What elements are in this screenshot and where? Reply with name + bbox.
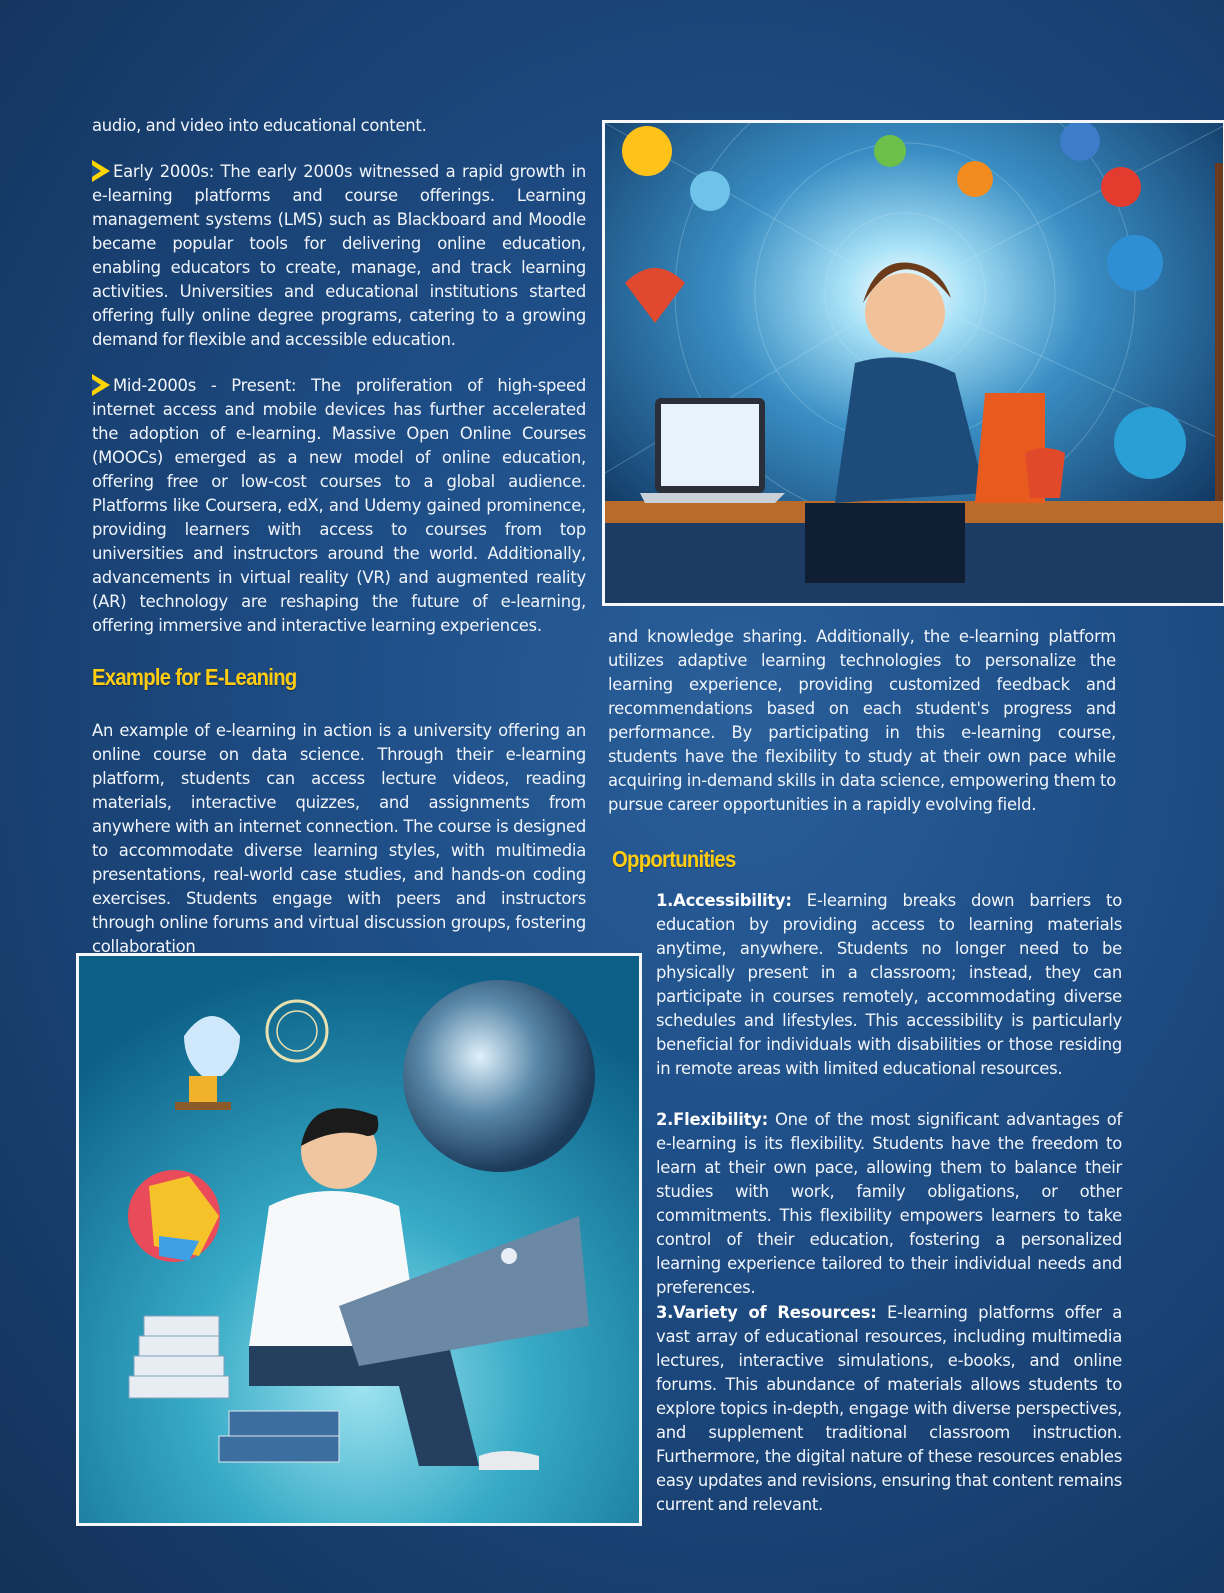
early-2000s-text: Early 2000s: The early 2000s witnessed a rapid growth in e-learning platforms and course offerings. Learning management systems (LMS) such as Blackboard and Moodle became popular tools for delivering online education, enabling educators to create, manage, and track learning activities. Universities and educational institutions started offering fully online degree programs, catering to a growing demand for flexible and accessible education. [92,162,586,349]
boy-studying-svg [605,123,1224,606]
opportunities-heading: Opportunities [612,846,736,872]
opportunity-item-accessibility [656,889,1122,1081]
student-laptop-illustration [76,953,642,1526]
opportunity-text: One of the most significant advantages of e-learning is its flexibility. Students have the freedom to learn at their own pace, allowing them to balance their studies with work, family obligations, or other commitments. This flexibility empowers learners to take control of their education, fostering a personalized learning experience tailored to their individual needs and preferences. [656,1110,1122,1297]
opportunity-text: E-learning breaks down barriers to education by providing access to learning materials anytime, anywhere. Students no longer need to be physically present in a classroom; instead, they can participate in courses remotely, accommodating diverse schedules and lifestyles. This accessibility is particularly beneficial for individuals with disabilities or those residing in remote areas with limited educational resources. [656,891,1122,1078]
boy-studying-illustration [602,120,1224,606]
example-continued-paragraph: and knowledge sharing. Additionally, the e-learning platform utilizes adaptive learning technologies to personalize the learning experience, providing customized feedback and recommendations based on each student's progress and performance. By participating in this e-learning course, students have the flexibility to study at their own pace while acquiring in-demand skills in data science, empowering them to pursue career opportunities in a rapidly evolving field. [608,627,1116,814]
opportunity-lead: 1.Accessibility: [656,891,792,910]
chevron-bullet-icon [92,160,110,182]
opportunity-lead: 3.Variety of Resources: [656,1303,877,1322]
opportunity-item-resources [656,1301,1122,1517]
chevron-bullet-icon [92,374,110,396]
mid-2000s-text: Mid-2000s - Present: The proliferation of high-speed internet access and mobile devices has further accelerated the adoption of e-learning. Massive Open Online Courses (MOOCs) emerged as a new model of online education, offering free or low-cost courses to a global audience. Platforms like Coursera, edX, and Udemy gained prominence, providing learners with access to courses from top universities and instructors around the world. Additionally, advancements in virtual reality (VR) and augmented reality (AR) technology are reshaping the future of e-learning, offering immersive and interactive learning experiences. [92,376,586,635]
opportunity-item-flexibility [656,1108,1122,1300]
mid-2000s-paragraph [92,374,586,638]
example-heading: Example for E-Leaning [92,664,297,690]
intro-tail-text: audio, and video into educational content. [92,116,427,135]
early-2000s-paragraph [92,160,586,352]
example-paragraph: An example of e-learning in action is a university offering an online course on data science. Through their e-learning platform, students can access lecture videos, reading materials, interactive quizzes, and assignments from anywhere with an internet connection. The course is designed to accommodate diverse learning styles, with multimedia presentations, real-world case studies, and hands-on coding exercises. Students engage with peers and instructors through online forums and virtual discussion groups, fostering collaboration [92,721,586,956]
opportunity-text: E-learning platforms offer a vast array of educational resources, including multimedia lectures, interactive simulations, e-books, and online forums. This abundance of materials allows students to explore topics in-depth, engage with diverse perspectives, and supplement traditional classroom instruction. Furthermore, the digital nature of these resources enables easy updates and revisions, ensuring that content remains current and relevant. [656,1303,1122,1514]
opportunity-lead: 2.Flexibility: [656,1110,768,1129]
student-laptop-svg [79,956,642,1526]
